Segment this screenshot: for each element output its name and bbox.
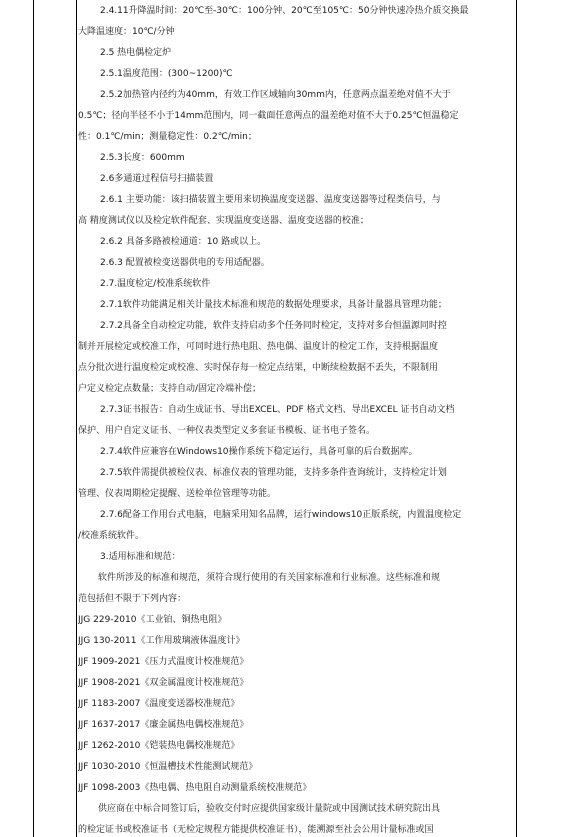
section-heading: 2.6多通道过程信号扫描装置 <box>100 174 214 184</box>
table-border-right <box>516 0 517 837</box>
section-heading: 3.适用标准和规范： <box>100 552 181 562</box>
table-border-left <box>33 0 34 837</box>
text-line: 范包括但不限于下列内容： <box>78 594 187 604</box>
text-line: 的检定证书或校准证书（无检定规程方能提供校准证书），能溯源至社会公用计量标准或国 <box>78 825 434 835</box>
standard-item: JJF 1908-2021《双金属温度计校准规范》 <box>78 678 249 688</box>
section-heading: 2.5 热电偶检定炉 <box>100 48 172 58</box>
text-line: 2.6.1 主要功能：该扫描装置主要用来切换温度变送器、温度变送器等过程类信号，与 <box>100 195 441 205</box>
standard-item: JJF 1909-2021《压力式温度计校准规范》 <box>78 657 249 667</box>
text-line: 2.7.5软件需提供被检仪表、标准仪表的管理功能，支持多条件查询统计，支持检定计划 <box>100 468 447 478</box>
text-line: 管理、仪表周期检定提醒、送检单位管理等功能。 <box>78 489 277 499</box>
standard-item: JJG 130-2011《工作用玻璃液体温度计》 <box>78 636 245 646</box>
text-line: 2.7.2具备全自动检定功能，软件支持启动多个任务同时检定，支持对多台恒温源同时控 <box>100 321 447 331</box>
text-line: 软件所涉及的标准和规范，须符合现行使用的有关国家标准和行业标准。这些标准和规 <box>98 573 441 583</box>
section-heading: 2.7.温度检定/校准系统软件 <box>100 279 211 289</box>
text-line: 2.7.4软件应兼容在Windows10操作系统下稳定运行，具备可靠的后台数据库。 <box>100 447 418 457</box>
text-line: 保护、用户自定义证书、一种仪表类型定义多套证书模板、证书电子签名。 <box>78 426 376 436</box>
standard-item: JJF 1030-2010《恒温槽技术性能测试规范》 <box>78 762 258 772</box>
text-line: 2.5.3长度：600mm <box>100 153 185 163</box>
standard-item: JJG 229-2010《工业铂、铜热电阻》 <box>78 615 227 625</box>
spec-content <box>78 0 514 837</box>
text-line: 大降温速度：10℃/分钟 <box>78 27 175 37</box>
text-line: 制并开展检定或校准工作，可同时进行热电阻、热电偶、温度计的检定工作，支持根据温度 <box>78 342 439 352</box>
text-line: 性：0.1℃/min；测量稳定性：0.2℃/min； <box>78 132 257 142</box>
text-line: 2.6.3 配置被检变送器供电的专用适配器。 <box>100 258 270 268</box>
text-line: 0.5℃；径向半径不小于14mm范围内，同一截面任意两点的温差绝对值不大于0.25℃恒温稳定 <box>78 111 459 121</box>
text-line: 2.7.1软件功能满足相关计量技术标准和规范的数据处理要求，具备计量器具管理功能； <box>100 300 447 310</box>
text-line: 点分批次进行温度检定或校准、实时保存每一检定点结果，中断续检数据不丢失，不限制用 <box>78 363 439 373</box>
text-line: 户定义检定点数量；支持自动/固定冷端补偿； <box>78 384 262 394</box>
text-line: 2.7.6配备工作用台式电脑，电脑采用知名品牌，运行windows10正版系统，内置温度检定 <box>100 510 462 520</box>
text-line: 2.4.11升降温时间：20℃至-30℃：100分钟、20℃至105℃：50分钟快速冷热介质交换最 <box>100 6 469 16</box>
text-line: 供应商在中标合同签订后，验收交付时应提供国家级计量院或中国测试技术研究院出具 <box>98 804 441 814</box>
text-line: 2.7.3证书报告：自动生成证书、导出EXCEL、PDF 格式文档、导出EXCEL 证书自动文档 <box>100 405 455 415</box>
table-border-inner <box>76 0 77 837</box>
standard-item: JJF 1262-2010《铠装热电偶校准规范》 <box>78 741 240 751</box>
text-line: 2.6.2 具备多路被检通道：10 路或以上。 <box>100 237 267 247</box>
standard-item: JJF 1183-2007《温度变送器校准规范》 <box>78 699 240 709</box>
text-line: 2.5.2加热管内径约为40mm，有效工作区域轴向30mm内，任意两点温差绝对值不大于 <box>100 90 451 100</box>
text-line: 2.5.1温度范围：(300~1200)℃ <box>100 69 233 79</box>
text-line: /校准系统软件。 <box>78 531 145 541</box>
text-line: 高 精度测试仪以及检定软件配套、实现温度变送器、温度变送器的校准； <box>78 216 369 226</box>
standard-item: JJF 1098-2003《热电偶、热电阻自动测量系统校准规范》 <box>78 783 312 793</box>
standard-item: JJF 1637-2017《廉金属热电偶校准规范》 <box>78 720 249 730</box>
